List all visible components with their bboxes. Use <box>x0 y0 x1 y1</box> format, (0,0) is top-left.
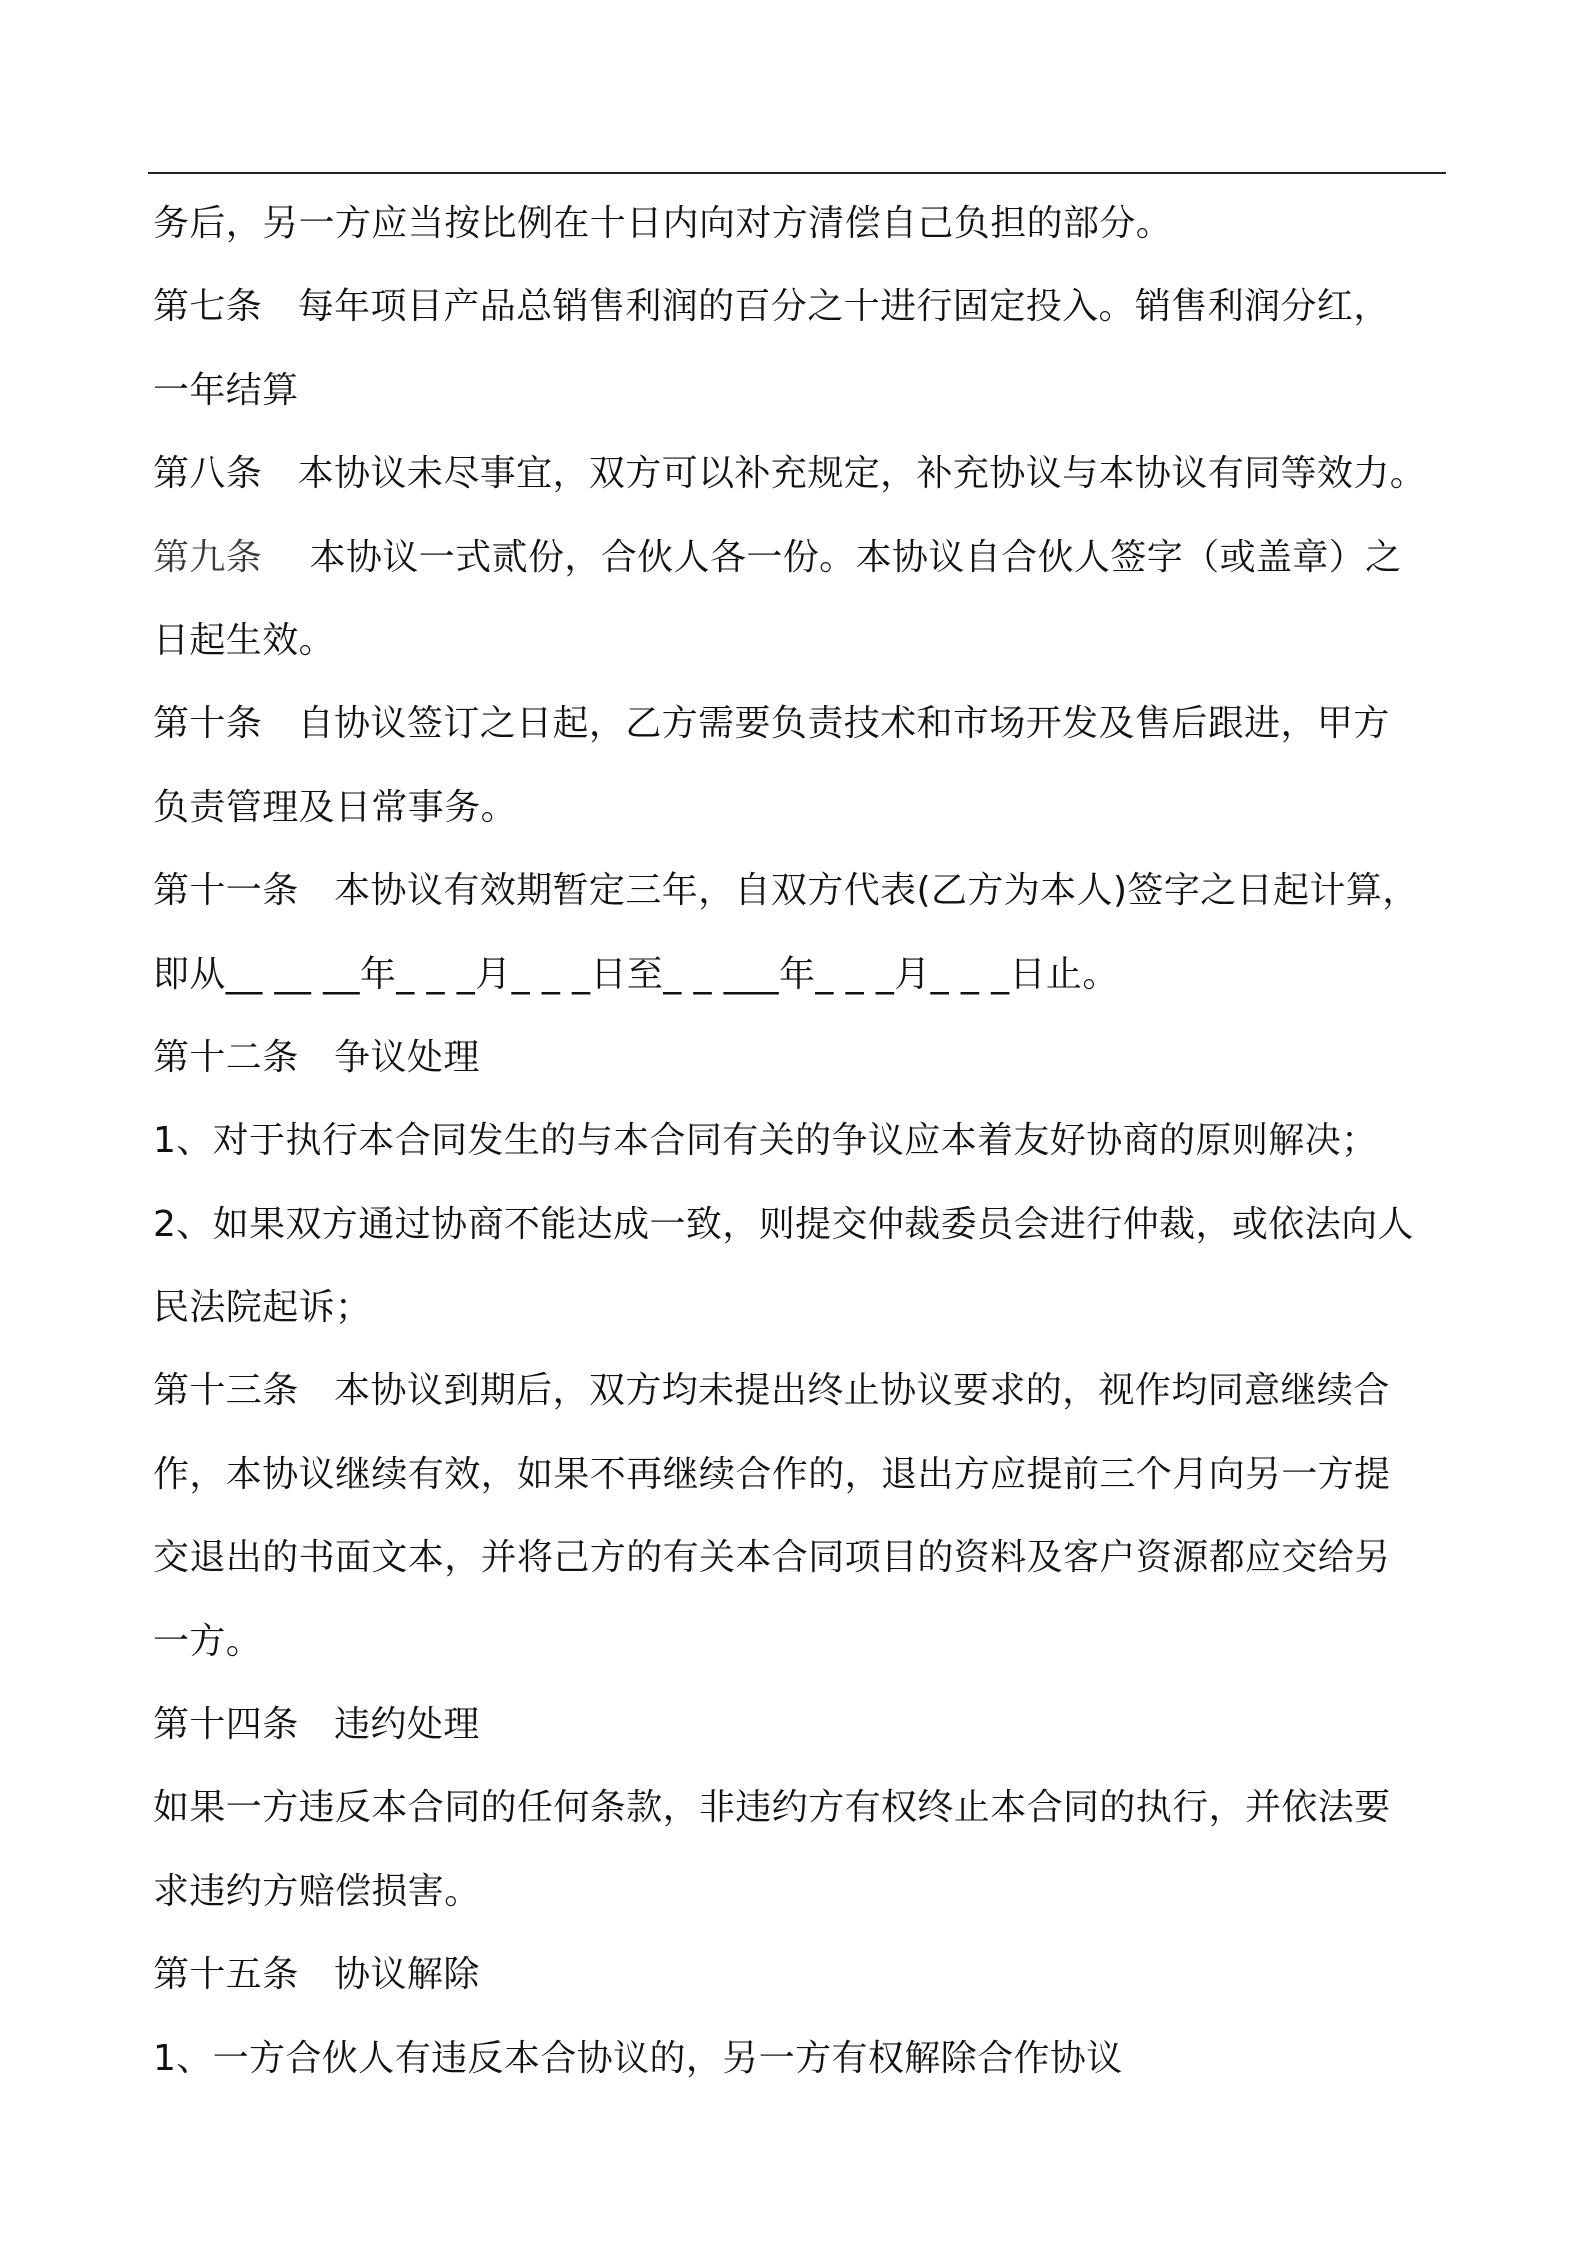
list-item: 1、对于执行本合同发生的与本合同有关的争议应本着友好协商的原则解决； <box>153 1120 1378 1162</box>
article-11: 第十一条 本协议有效期暂定三年，自双方代表(乙方为本人)签字之日起计算， <box>153 870 1419 912</box>
article-15-heading: 第十五条 协议解除 <box>153 1954 480 1996</box>
article-9-text: 本协议一式贰份，合伙人各一份。本协议自合伙人签字（或盖章）之 <box>262 536 1402 578</box>
article-10: 第十条 自协议签订之日起，乙方需要负责技术和市场开发及售后跟进，甲方 <box>153 703 1390 745</box>
header-rule <box>148 172 1446 174</box>
text-line: 求违约方赔偿损害。 <box>153 1870 481 1912</box>
text-line: 务后，另一方应当按比例在十日内向对方清偿自己负担的部分。 <box>153 203 1173 244</box>
text-line: 一方。 <box>153 1620 263 1662</box>
text-line: 交退出的书面文本，并将己方的有关本合同项目的资料及客户资源都应交给另 <box>153 1537 1391 1579</box>
article-9 <box>153 516 1449 599</box>
date-blank-line: 即从__ __ __年_ _ _月_ _ _日至_ _ ___年_ _ _月_ _ _日止。 <box>153 953 1119 995</box>
article-9-heading: 第九条 <box>153 536 263 578</box>
article-13: 第十三条 本协议到期后，双方均未提出终止协议要求的，视作均同意继续合 <box>153 1370 1390 1412</box>
article-7: 第七条 每年项目产品总销售利润的百分之十进行固定投入。销售利润分红， <box>153 286 1390 328</box>
article-8: 第八条 本协议未尽事宜，双方可以补充规定，补充协议与本协议有同等效力。 <box>153 453 1427 495</box>
text-line: 一年结算 <box>153 369 299 411</box>
document-body <box>153 182 1449 2100</box>
list-item: 1、一方合伙人有违反本合协议的，另一方有权解除合作协议 <box>153 2037 1123 2079</box>
article-14-heading: 第十四条 违约处理 <box>153 1704 480 1746</box>
text-line: 作，本协议继续有效，如果不再继续合作的，退出方应提前三个月向另一方提 <box>153 1453 1391 1495</box>
article-12-heading: 第十二条 争议处理 <box>153 1036 480 1078</box>
text-line: 日起生效。 <box>153 619 336 661</box>
list-item: 2、如果双方通过协商不能达成一致，则提交仲裁委员会进行仲裁，或依法向人 <box>153 1203 1414 1245</box>
text-line: 负责管理及日常事务。 <box>153 786 518 828</box>
text-line: 民法院起诉； <box>153 1287 372 1329</box>
text-line: 如果一方违反本合同的任何条款，非违约方有权终止本合同的执行，并依法要 <box>153 1787 1391 1829</box>
